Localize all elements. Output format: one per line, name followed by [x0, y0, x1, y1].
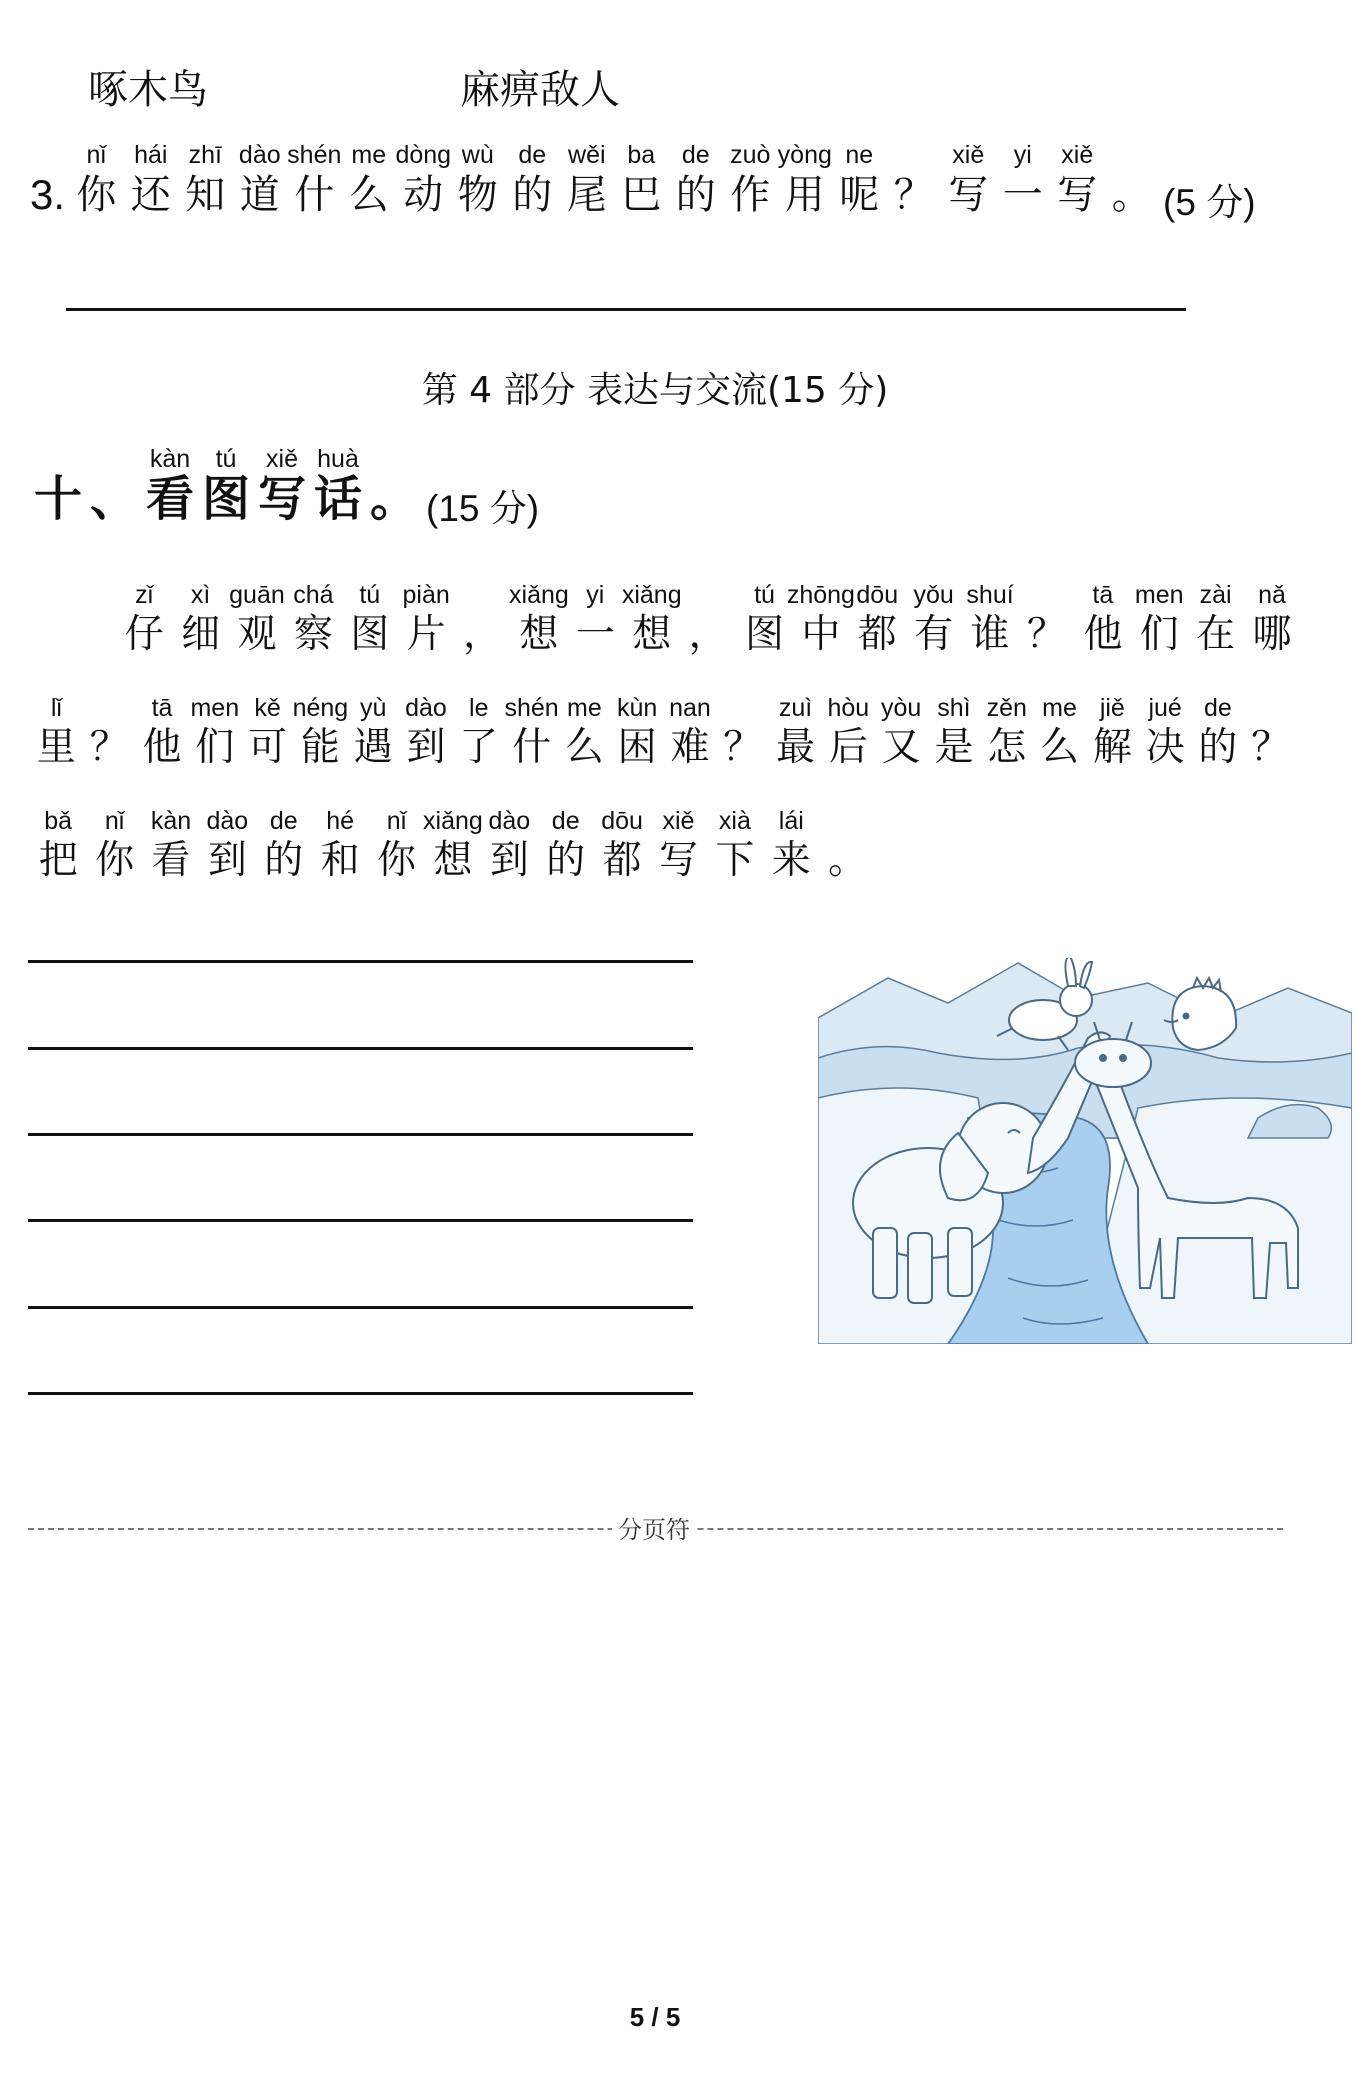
hanzi: 动	[403, 172, 444, 218]
question-10-title	[30, 444, 540, 529]
annotated-char	[905, 580, 961, 660]
pinyin: xiǎng	[423, 807, 483, 835]
annotated-char	[342, 580, 398, 660]
pinyin: tú	[215, 445, 237, 473]
hanzi: 尾	[566, 172, 607, 218]
pinyin: jiě	[1099, 694, 1125, 722]
hanzi: 察	[293, 612, 333, 657]
hanzi: 作	[730, 172, 771, 218]
pinyin: dōu	[601, 807, 643, 835]
hanzi: 又	[881, 725, 921, 770]
annotated-char	[763, 806, 819, 886]
hanzi: 。	[1111, 172, 1152, 218]
hanzi: 、	[89, 471, 138, 527]
pinyin	[1043, 580, 1050, 610]
annotated-char	[560, 140, 615, 220]
pinyin: me	[351, 141, 387, 169]
pinyin: kě	[254, 694, 281, 722]
writing-line-5[interactable]	[28, 1306, 693, 1309]
annotated-char	[611, 693, 664, 773]
question-3-number: 3.	[30, 171, 66, 218]
annotated-char	[312, 806, 368, 886]
pinyin	[55, 444, 62, 474]
hanzi: 看	[145, 471, 194, 527]
pinyin: xiě	[662, 807, 695, 835]
hanzi: 知	[185, 172, 226, 218]
annotated-char	[86, 806, 142, 886]
annotated-char	[849, 580, 905, 660]
hanzi: 困	[617, 725, 657, 770]
annotated-char	[481, 806, 537, 886]
hanzi: 片	[406, 612, 446, 657]
hanzi: ？	[89, 725, 129, 770]
annotated-char	[400, 693, 453, 773]
annotated-char	[1086, 693, 1139, 773]
hanzi: 都	[602, 838, 642, 883]
hanzi: 到	[406, 725, 446, 770]
annotated-char	[83, 693, 136, 773]
hanzi: 一	[575, 612, 615, 657]
hanzi: 谁	[970, 612, 1010, 657]
annotated-char	[822, 693, 875, 773]
pinyin: lǐ	[50, 694, 62, 722]
annotated-char	[199, 806, 255, 886]
hanzi: 写	[257, 471, 306, 527]
hanzi: 什	[294, 172, 335, 218]
pinyin: tú	[359, 581, 381, 609]
hanzi: 可	[248, 725, 288, 770]
annotated-char	[116, 580, 172, 660]
hanzi: 巴	[621, 172, 662, 218]
pinyin: dào	[488, 807, 531, 835]
pinyin: yù	[359, 694, 387, 722]
writing-line-2[interactable]	[28, 1047, 693, 1050]
annotated-char	[142, 444, 198, 527]
pinyin: de	[551, 807, 580, 835]
annotated-char	[30, 693, 83, 773]
hanzi: 在	[1196, 612, 1236, 657]
hanzi: 。	[828, 838, 868, 883]
annotated-char	[310, 444, 366, 527]
hanzi: 你	[95, 838, 135, 883]
pinyin: zhī	[188, 141, 222, 169]
hanzi: 们	[195, 725, 235, 770]
annotated-char	[1192, 693, 1245, 773]
pinyin: kàn	[149, 445, 191, 473]
pinyin: zěn	[986, 694, 1027, 722]
pinyin: dào	[238, 141, 281, 169]
page-break-label: 分页符	[612, 1510, 696, 1545]
annotated-char	[454, 580, 510, 660]
annotated-char	[1139, 693, 1192, 773]
pinyin: dào	[206, 807, 249, 835]
annotated-char	[736, 580, 792, 660]
pinyin: yi	[1013, 141, 1032, 169]
annotated-char	[786, 580, 855, 660]
annotated-char	[347, 693, 400, 773]
pinyin: nǐ	[104, 807, 125, 835]
pinyin: xì	[190, 581, 211, 609]
hanzi: 的	[512, 172, 553, 218]
annotated-char	[511, 580, 567, 660]
annotated-char	[451, 140, 506, 220]
hanzi: ？	[723, 725, 763, 770]
annotated-char	[69, 140, 124, 220]
pinyin: tā	[151, 694, 173, 722]
hanzi: 写	[948, 172, 989, 218]
annotated-char	[285, 580, 341, 660]
hanzi: 写	[1057, 172, 1098, 218]
pinyin	[739, 693, 746, 723]
pinyin: shén	[287, 141, 342, 169]
pinyin: hé	[326, 807, 355, 835]
hanzi: 和	[320, 838, 360, 883]
hanzi: 遇	[353, 725, 393, 770]
pinyin: zuì	[778, 694, 813, 722]
pinyin: yǒu	[913, 581, 954, 609]
pinyin: dào	[405, 694, 447, 722]
hanzi: 用	[784, 172, 825, 218]
pinyin: yòng	[777, 141, 832, 169]
hanzi: 还	[130, 172, 171, 218]
annotated-char	[342, 140, 397, 220]
hanzi: 的	[546, 838, 586, 883]
pinyin: tā	[1092, 581, 1114, 609]
hanzi: 后	[828, 725, 868, 770]
annotated-char	[650, 806, 706, 886]
annotated-char	[664, 693, 717, 773]
hanzi: 你	[377, 838, 417, 883]
annotated-char	[136, 693, 189, 773]
hanzi: 哪	[1252, 612, 1292, 657]
hanzi: 么	[1040, 725, 1080, 770]
pinyin: chá	[293, 581, 334, 609]
pinyin: kùn	[617, 694, 658, 722]
writing-line-3[interactable]	[28, 1133, 693, 1136]
annotated-char	[594, 806, 650, 886]
pinyin	[1128, 140, 1135, 170]
pinyin	[910, 140, 917, 170]
pinyin: hòu	[827, 694, 870, 722]
annotated-char	[198, 444, 254, 527]
annotated-char	[1050, 140, 1105, 220]
pinyin: zǐ	[135, 581, 154, 609]
annotated-char	[723, 140, 778, 220]
pinyin: lái	[778, 807, 804, 835]
hanzi: 最	[776, 725, 816, 770]
section-title: 第 4 部分 表达与交流(15 分)	[421, 370, 889, 411]
hanzi: 的	[675, 172, 716, 218]
instruction-line-2	[30, 693, 1297, 773]
annotated-char	[1018, 580, 1074, 660]
annotated-char	[30, 444, 86, 527]
annotated-char	[778, 140, 833, 220]
hanzi: 物	[457, 172, 498, 218]
annotated-char	[241, 693, 294, 773]
annotated-char	[669, 140, 724, 220]
annotated-char	[124, 140, 179, 220]
hanzi: 解	[1092, 725, 1132, 770]
annotated-char	[505, 693, 558, 773]
hanzi: 到	[489, 838, 529, 883]
pinyin: tú	[754, 581, 775, 609]
hanzi: 道	[239, 172, 280, 218]
annotated-char	[86, 444, 142, 527]
annotated-char	[505, 140, 560, 220]
annotated-char	[832, 140, 887, 220]
pinyin: men	[190, 694, 240, 722]
hanzi: 图	[350, 612, 390, 657]
hanzi: 中	[801, 612, 841, 657]
annotated-char	[143, 806, 199, 886]
pinyin	[844, 806, 851, 836]
pinyin: guān	[229, 581, 285, 609]
hanzi: 他	[142, 725, 182, 770]
hanzi: 难	[670, 725, 710, 770]
writing-line-1[interactable]	[28, 960, 693, 963]
annotated-char	[962, 580, 1018, 660]
hanzi: ？	[1026, 612, 1066, 657]
hanzi: 你	[76, 172, 117, 218]
question-3-score: (5 分)	[1163, 182, 1256, 223]
pinyin	[479, 580, 486, 610]
hanzi: 能	[300, 725, 340, 770]
annotated-char	[396, 140, 451, 220]
pinyin	[111, 444, 118, 474]
word-paralyze-enemy: 麻痹敌人	[460, 67, 620, 113]
pinyin: xià	[718, 807, 751, 835]
annotated-char	[680, 580, 736, 660]
pinyin: de	[269, 807, 298, 835]
pinyin: de	[681, 141, 710, 169]
instruction-line-3	[30, 806, 876, 886]
annotated-char	[1033, 693, 1086, 773]
annotated-char	[707, 806, 763, 886]
hanzi: 把	[38, 838, 78, 883]
pinyin: me	[567, 694, 602, 722]
pinyin: ba	[627, 141, 656, 169]
hanzi: 决	[1145, 725, 1185, 770]
annotated-char	[188, 693, 241, 773]
hanzi: 么	[564, 725, 604, 770]
annotated-char	[716, 693, 769, 773]
pinyin: nǐ	[386, 807, 407, 835]
pinyin: wěi	[568, 141, 606, 169]
hanzi: 到	[207, 838, 247, 883]
annotated-char	[452, 693, 505, 773]
pinyin: jué	[1148, 694, 1182, 722]
annotated-char	[538, 806, 594, 886]
pinyin: de	[1204, 694, 1232, 722]
annotated-char	[287, 140, 342, 220]
hanzi: 的	[1198, 725, 1238, 770]
hanzi: 观	[237, 612, 277, 657]
hanzi: ？	[893, 172, 934, 218]
pinyin: xiě	[266, 445, 298, 473]
annotated-char	[996, 140, 1051, 220]
pinyin: zài	[1199, 581, 1232, 609]
annotated-char	[875, 693, 928, 773]
hanzi: 仔	[124, 612, 164, 657]
hanzi: 图	[201, 471, 250, 527]
pinyin	[1267, 693, 1274, 723]
pinyin: piàn	[402, 581, 450, 609]
hanzi: ，	[463, 612, 503, 657]
hanzi: 怎	[987, 725, 1027, 770]
hanzi: 想	[632, 612, 672, 657]
annotated-char	[558, 693, 611, 773]
hanzi: ，	[688, 612, 728, 657]
hanzi: 都	[857, 612, 897, 657]
pinyin: xiǎng	[509, 581, 569, 609]
pinyin: shén	[504, 694, 559, 722]
annotated-char	[819, 806, 875, 886]
pinyin	[106, 693, 113, 723]
annotated-char	[769, 693, 822, 773]
annotated-char	[567, 580, 623, 660]
hanzi: 了	[459, 725, 499, 770]
hanzi: 话	[313, 471, 362, 527]
hanzi: 想	[433, 838, 473, 883]
hanzi: 看	[151, 838, 191, 883]
instruction-line-1	[116, 580, 1300, 660]
pinyin: le	[469, 694, 489, 722]
question-3	[30, 140, 1256, 223]
annotated-char	[1244, 580, 1300, 660]
writing-line-6[interactable]	[28, 1392, 693, 1395]
pinyin: bǎ	[44, 807, 73, 835]
annotated-char	[980, 693, 1033, 773]
annotated-char	[178, 140, 233, 220]
hanzi: 来	[771, 838, 811, 883]
hanzi: 是	[934, 725, 974, 770]
pinyin: nǎ	[1258, 581, 1286, 609]
hanzi: 细	[181, 612, 221, 657]
pinyin: xiǎng	[621, 581, 682, 609]
annotated-char	[1244, 693, 1297, 773]
annotated-char	[368, 806, 424, 886]
annotated-char	[172, 580, 228, 660]
hanzi: 们	[1139, 612, 1179, 657]
hanzi: 一	[1002, 172, 1043, 218]
annotated-char	[1131, 580, 1187, 660]
annotated-char	[614, 140, 669, 220]
hanzi: 么	[348, 172, 389, 218]
pinyin: yòu	[880, 694, 922, 722]
annotated-char	[1187, 580, 1243, 660]
hanzi: 下	[715, 838, 755, 883]
annotated-char	[229, 580, 285, 660]
pinyin: men	[1134, 581, 1184, 609]
annotated-char	[1075, 580, 1131, 660]
pinyin: zhōng	[786, 581, 855, 609]
hanzi: 的	[264, 838, 304, 883]
pinyin: xiě	[952, 141, 985, 169]
hanzi: 有	[914, 612, 954, 657]
hanzi: 什	[512, 725, 552, 770]
pinyin: yi	[586, 581, 605, 609]
answer-line-q3[interactable]	[66, 308, 1186, 311]
pinyin: hái	[134, 141, 168, 169]
hanzi: 里	[36, 725, 76, 770]
writing-line-4[interactable]	[28, 1219, 693, 1222]
hanzi: ？	[1251, 725, 1291, 770]
page-number: 5 / 5	[629, 2002, 681, 2032]
pinyin: ne	[845, 141, 874, 169]
pinyin	[391, 444, 398, 474]
pinyin: dōu	[856, 581, 899, 609]
pinyin: zuò	[730, 141, 771, 169]
pinyin: wù	[461, 141, 494, 169]
pinyin: nǐ	[86, 141, 107, 169]
annotated-char	[621, 580, 682, 660]
pinyin: shì	[937, 694, 971, 722]
hanzi: 他	[1083, 612, 1123, 657]
annotated-char	[254, 444, 310, 527]
pinyin: me	[1042, 694, 1077, 722]
annotated-char	[941, 140, 996, 220]
question-10-score: (15 分)	[426, 488, 540, 529]
annotated-char	[30, 806, 86, 886]
annotated-char	[887, 140, 942, 220]
annotated-char	[256, 806, 312, 886]
hanzi: 呢	[839, 172, 880, 218]
annotated-char	[233, 140, 288, 220]
hanzi: 图	[744, 612, 784, 657]
pinyin: dòng	[395, 141, 452, 169]
annotated-char	[1105, 140, 1160, 220]
hanzi: 想	[519, 612, 559, 657]
animals-crossing-river-illustration	[818, 958, 1352, 1344]
pinyin: shuí	[966, 581, 1014, 609]
hanzi: 写	[658, 838, 698, 883]
pinyin: kàn	[150, 807, 192, 835]
hanzi: 。	[369, 471, 418, 527]
pinyin: xiě	[1061, 141, 1094, 169]
annotated-char	[294, 693, 347, 773]
annotated-char	[398, 580, 454, 660]
pinyin: nan	[669, 694, 711, 722]
pinyin	[705, 580, 712, 610]
hanzi: 十	[33, 471, 82, 527]
pinyin: de	[518, 141, 547, 169]
annotated-char	[366, 444, 422, 527]
annotated-char	[928, 693, 981, 773]
pinyin: huà	[317, 445, 359, 473]
word-woodpecker: 啄木鸟	[88, 67, 208, 113]
annotated-char	[425, 806, 481, 886]
pinyin: néng	[292, 694, 349, 722]
